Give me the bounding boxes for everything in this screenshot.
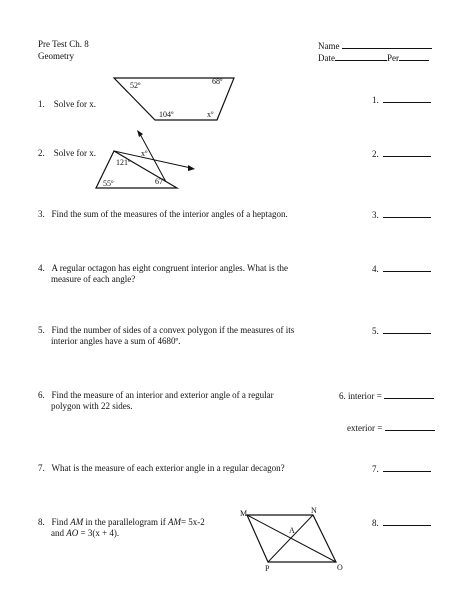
worksheet-title: Pre Test Ch. 8 bbox=[38, 39, 89, 49]
question-text-continued: polygon with 22 sides. bbox=[51, 401, 133, 411]
text-run: Find bbox=[51, 517, 71, 527]
question-number: 5. bbox=[38, 325, 45, 335]
answer-label: 4. bbox=[372, 264, 379, 274]
answer-label: exterior = bbox=[347, 423, 383, 433]
answer-label: 1. bbox=[372, 95, 379, 105]
question-number: 7. bbox=[38, 463, 45, 473]
question-number: 1. bbox=[38, 99, 45, 109]
worksheet-subject: Geometry bbox=[38, 51, 74, 61]
question-text: Solve for x. bbox=[53, 148, 96, 158]
diagonal-np bbox=[268, 515, 313, 562]
question-text: Find the sum of the measures of the interior angles of a heptagon. bbox=[51, 209, 288, 219]
angle-label: 52º bbox=[130, 81, 141, 90]
answer-label: 7. bbox=[372, 464, 379, 474]
question-number: 4. bbox=[38, 263, 45, 273]
arrowhead-icon bbox=[137, 130, 143, 137]
question-text: Find the measure of an interior and exterior angle of a regular bbox=[51, 390, 274, 400]
vertex-label: M bbox=[240, 509, 248, 518]
question-number: 8. bbox=[38, 517, 45, 527]
question-number: 3. bbox=[38, 209, 45, 219]
question-number: 2. bbox=[38, 148, 45, 158]
q8-parallelogram-figure bbox=[240, 506, 343, 573]
answer-label: 6. interior = bbox=[339, 391, 382, 401]
angle-label: 67º bbox=[155, 177, 166, 186]
question-text: What is the measure of each exterior angle in a regular decagon? bbox=[51, 463, 285, 473]
text-run: and bbox=[51, 528, 67, 538]
arrowhead-icon bbox=[188, 165, 195, 171]
text-run: in the parallelogram if bbox=[83, 517, 168, 527]
segment-am: AM bbox=[70, 517, 84, 527]
question-text: Find the number of sides of a convex polygon if the measures of its bbox=[51, 325, 295, 335]
q2-triangle-figure bbox=[96, 130, 195, 188]
vertex-label: N bbox=[311, 506, 317, 515]
angle-label: 121º bbox=[116, 158, 131, 167]
segment-ao: AO bbox=[66, 528, 79, 538]
text-run: = 5x-2 bbox=[180, 517, 205, 527]
question-text-continued: measure of each angle? bbox=[51, 274, 136, 284]
segment-am: AM bbox=[167, 517, 181, 527]
angle-label: 68º bbox=[212, 77, 223, 86]
angle-label: xº bbox=[207, 110, 214, 119]
date-label: Date bbox=[318, 53, 335, 63]
angle-label: xº bbox=[141, 149, 148, 158]
angle-label: 55º bbox=[103, 179, 114, 188]
answer-label: 2. bbox=[372, 149, 379, 159]
answer-label: 8. bbox=[372, 518, 379, 528]
vertex-label: A bbox=[289, 526, 295, 535]
diagonal-mo bbox=[247, 515, 336, 562]
question-text: A regular octagon has eight congruent interior angles. What is the bbox=[51, 263, 289, 273]
angle-label: 104º bbox=[159, 110, 174, 119]
question-text: Solve for x. bbox=[53, 99, 96, 109]
answer-label: 5. bbox=[372, 326, 379, 336]
vertex-label: P bbox=[265, 564, 270, 573]
per-label: Per bbox=[387, 53, 399, 63]
q1-trapezoid-figure bbox=[114, 77, 234, 120]
answer-label: 3. bbox=[372, 210, 379, 220]
question-number: 6. bbox=[38, 390, 45, 400]
vertex-label: O bbox=[337, 563, 343, 572]
name-label: Name bbox=[318, 41, 340, 51]
question-text-continued: interior angles have a sum of 4680º. bbox=[51, 336, 181, 346]
text-run: = 3(x + 4). bbox=[78, 528, 120, 538]
